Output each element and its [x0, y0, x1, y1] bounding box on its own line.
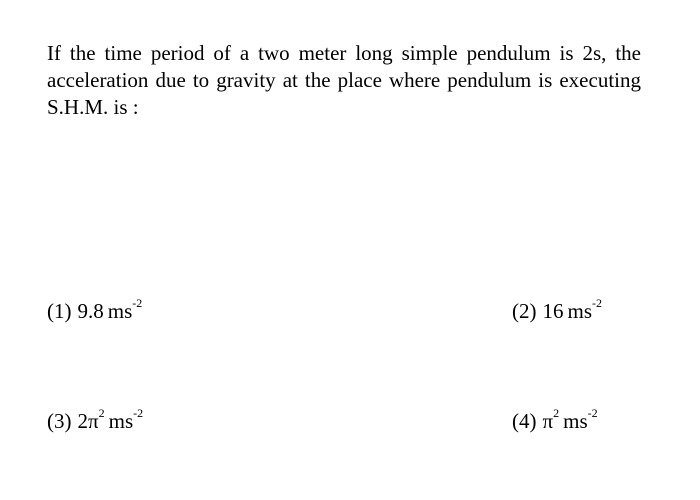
option-3-unit-exponent: -2 [133, 406, 144, 420]
option-4-number: (4) [512, 409, 537, 433]
option-2-unit: ms [567, 299, 593, 323]
option-1-unit: ms [107, 299, 133, 323]
option-3-value: 2π [77, 409, 99, 433]
option-4-value-exponent: 2 [553, 406, 560, 420]
option-4[interactable] [512, 408, 598, 435]
option-2[interactable] [512, 298, 602, 325]
option-1-number: (1) [47, 299, 72, 323]
option-3-number: (3) [47, 409, 72, 433]
option-4-unit-exponent: -2 [587, 406, 598, 420]
option-4-value: π [542, 409, 554, 433]
question-text: If the time period of a two meter long simple pendulum is 2s, the acceleration due to gravity at the place where pendulum is executing S.H.M. is : [47, 41, 641, 119]
option-2-value: 16 [542, 299, 564, 323]
option-3-value-exponent: 2 [98, 406, 105, 420]
option-2-unit-exponent: -2 [592, 296, 603, 310]
option-4-unit: ms [563, 409, 588, 433]
option-3[interactable] [47, 408, 143, 435]
option-1[interactable] [47, 298, 142, 325]
option-3-unit: ms [108, 409, 134, 433]
option-2-number: (2) [512, 299, 537, 323]
option-1-value: 9.8 [77, 299, 104, 323]
option-1-unit-exponent: -2 [132, 296, 143, 310]
